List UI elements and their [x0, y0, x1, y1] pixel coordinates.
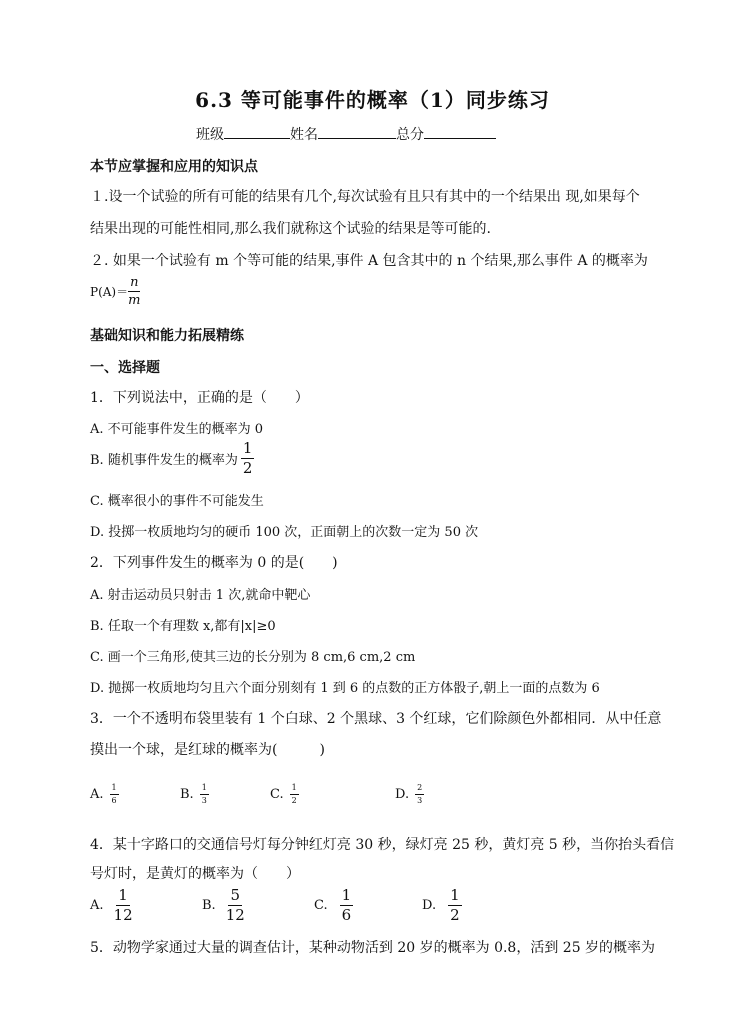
option-label: D.: [422, 898, 437, 913]
fraction-numerator: 1: [242, 439, 253, 457]
name-blank: [318, 124, 396, 139]
question-2-stem: 2．下列事件发生的概率为 0 的是( ): [90, 555, 338, 571]
question-1-option-d: D. 投掷一枚质地均匀的硬币 100 次，正面朝上的次数一定为 50 次: [90, 525, 479, 540]
option-label: C.: [314, 898, 328, 913]
question-5-line1: 5．动物学家通过大量的调查估计，某种动物活到 20 岁的概率为 0.8，活到 25 岁的概率为: [90, 940, 656, 956]
knowledge-point-1-line1: １.设一个试验的所有可能的结果有几个,每次试验有且只有其中的一个结果出 现,如果每个: [90, 189, 640, 205]
option-label: B.: [202, 898, 216, 913]
page-title: 6.3 等可能事件的概率（1）同步练习: [195, 88, 550, 112]
knowledge-point-1-line2: 结果出现的可能性相同,那么我们就称这个试验的结果是等可能的.: [90, 221, 491, 237]
question-3-option-c: [270, 784, 299, 805]
name-label: 姓名: [290, 127, 318, 143]
question-4-option-a: [90, 888, 133, 923]
fraction-denominator: 12: [113, 906, 133, 924]
option-fraction: [448, 888, 462, 923]
option-fraction: [114, 888, 133, 923]
option-label: B.: [180, 787, 194, 802]
fraction-numerator: 1: [290, 784, 299, 795]
question-2-option-d: D. 抛掷一枚质地均匀且六个面分别刻有 1 到 6 的点数的正方体骰子,朝上一面的点数为 6: [90, 681, 600, 696]
question-4-option-c: [314, 888, 353, 923]
fraction-denominator: 6: [111, 796, 117, 805]
section-subheading-choice: 一、选择题: [90, 360, 160, 376]
question-4-line1: 4．某十字路口的交通信号灯每分钟红灯亮 30 秒，绿灯亮 25 秒，黄灯亮 5 秒，当你抬头看信: [90, 837, 675, 853]
section-heading-practice: 基础知识和能力拓展精练: [90, 328, 244, 344]
fraction-denominator: 2: [242, 459, 253, 477]
option-fraction: [290, 784, 299, 805]
option-fraction: [226, 888, 245, 923]
student-info-line: [196, 124, 496, 144]
fraction-numerator: 1: [341, 886, 352, 904]
option-fraction: [340, 888, 354, 923]
score-blank: [424, 124, 496, 139]
option-label: A.: [90, 898, 104, 913]
question-3-option-a: [90, 784, 119, 805]
fraction-numerator: 1: [450, 886, 460, 904]
question-1-stem: 1．下列说法中，正确的是（ ）: [90, 390, 309, 406]
option-label: C.: [270, 787, 284, 802]
question-3-option-b: [180, 784, 209, 805]
option-fraction: [200, 784, 209, 805]
fraction-denominator: 6: [341, 906, 352, 924]
question-2-option-a: A. 射击运动员只射击 1 次,就命中靶心: [90, 588, 311, 603]
class-label: 班级: [196, 127, 224, 143]
question-4-line2: 号灯时，是黄灯的概率为（ ）: [90, 866, 300, 882]
fraction-denominator: 3: [201, 796, 207, 805]
formula-prefix: P(A)＝: [90, 285, 129, 299]
fraction-numerator: 2: [415, 784, 424, 795]
knowledge-point-2-line1: ２. 如果一个试验有 m 个等可能的结果,事件 A 包含其中的 n 个结果,那么事件 A 的概率为: [90, 253, 648, 269]
score-label: 总分: [396, 127, 424, 143]
fraction-numerator: 1: [200, 784, 209, 795]
fraction-numerator: 1: [118, 886, 128, 904]
question-2-option-b: B. 任取一个有理数 x,都有|x|≥0: [90, 619, 276, 634]
question-4-option-d: [422, 888, 462, 923]
fraction-denominator: 2: [450, 906, 460, 924]
section-heading-knowledge: 本节应掌握和应用的知识点: [90, 159, 258, 175]
question-1-option-a: A. 不可能事件发生的概率为 0: [90, 422, 264, 437]
question-4-option-b: [202, 888, 245, 923]
question-1-option-c: C. 概率很小的事件不可能发生: [90, 494, 264, 509]
class-blank: [224, 124, 290, 139]
fraction-denominator: 12: [225, 906, 245, 924]
option-fraction: [110, 784, 119, 805]
question-2-option-c: C. 画一个三角形,使其三边的长分别为 8 cm,6 cm,2 cm: [90, 650, 416, 665]
formula-numerator: n: [130, 275, 139, 290]
fraction-denominator: 3: [417, 796, 423, 805]
fraction-numerator: 1: [110, 784, 119, 795]
probability-formula: [90, 276, 140, 307]
option-label: A.: [90, 787, 104, 802]
question-1-option-b-fraction: [241, 441, 255, 476]
option-fraction: [415, 784, 424, 805]
formula-denominator: m: [128, 293, 141, 308]
question-1-option-b: [90, 441, 254, 476]
question-3-line1: 3．一个不透明布袋里装有 1 个白球、2 个黑球、3 个红球，它们除颜色外都相同．从中任意: [90, 711, 662, 727]
formula-fraction: [128, 276, 140, 307]
fraction-numerator: 5: [230, 886, 240, 904]
question-3-option-d: [395, 784, 424, 805]
fraction-denominator: 2: [291, 796, 297, 805]
option-label: D.: [395, 787, 410, 802]
question-3-line2: 摸出一个球，是红球的概率为( ): [90, 742, 325, 758]
question-1-option-b-text: B. 随机事件发生的概率为: [90, 453, 238, 468]
